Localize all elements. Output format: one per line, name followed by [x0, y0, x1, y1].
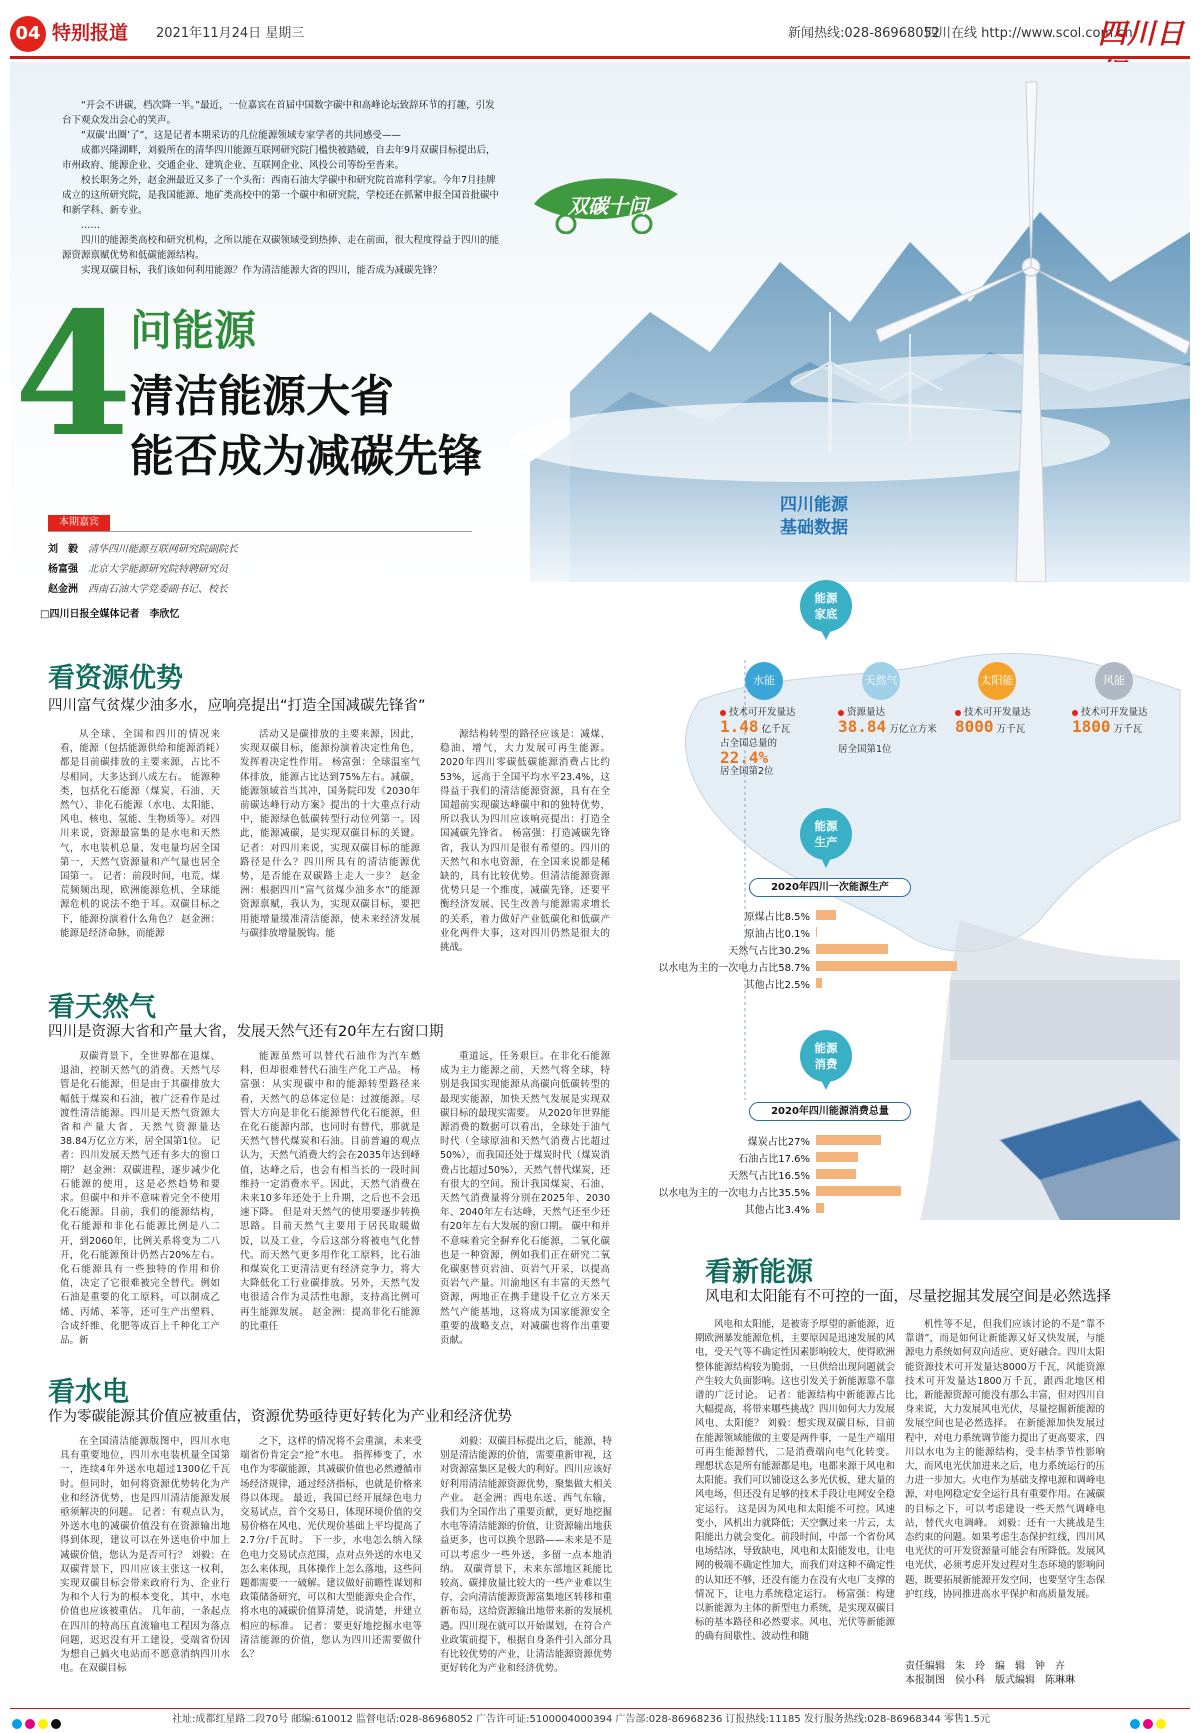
bar-label: 原油占比0.1% — [744, 929, 810, 940]
guest-row — [48, 540, 238, 555]
guest-row — [48, 560, 228, 575]
stat-value: 22.4% — [720, 748, 769, 767]
guests-tag: 本期嘉宾 — [48, 515, 110, 531]
headline-line: 清洁能源大省 — [130, 371, 394, 422]
bar-label: 天然气占比16.5% — [728, 1171, 810, 1182]
section-title: 看资源优势 — [48, 663, 183, 694]
stat-rank: 居全国第2位 — [720, 766, 774, 777]
map-pin-consumption — [800, 1030, 852, 1082]
series-badge: 双碳十问 — [568, 194, 648, 218]
intro-paragraph: “开会不讲碳，档次降一半。”最近，一位嘉宾在首届中国数字碳中和高峰论坛致辞环节的打趣，引发台下观众发出会心的笑声。 — [62, 100, 495, 126]
infographic-title — [780, 494, 848, 540]
bar-label: 其他占比2.5% — [744, 980, 810, 991]
hydro-icon: 水能 — [745, 662, 783, 700]
stat-unit: 万千瓦 — [996, 724, 1026, 735]
chart-title: 2020年四川一次能源生产 — [749, 878, 911, 897]
pin-label: 能源 — [814, 1041, 838, 1055]
article-column — [240, 728, 420, 960]
hydro-stat — [720, 706, 840, 779]
pin-label: 消费 — [814, 1057, 838, 1071]
article-column — [905, 1318, 1105, 1658]
column-text: 刘毅：双碳目标提出之后，能源，特别是清洁能源的价值，需要重新审视，这对资源富集区是极大的利好。四川应该好好利用清洁能源资源优势，聚集做大相关产业。 赵金洲：西电东送、西气东输，我们为全国作出了重要贡献，更好地挖掘水电等清洁能源的价值，让资源输出地获益更多，也可以换个思路——未来是不是可以考虑少一些外送，多留一点本地消纳。 双碳背景下，未来东部地区耗能比较高、碳排放量比较大的一些产业难以生存，会向清洁能源资源富集地区转移和重新布局，这给资源输出地带来新的发展机遇。四川现在就可以开始谋划，在符合产业政策前提下，根据自身条件引入部分具有比较优势的产业，让清洁能源资源优势更好转化为产业和经济优势。 — [440, 1436, 612, 1675]
issue-number: 4 — [14, 275, 133, 475]
stat-unit: 亿千瓦 — [761, 724, 791, 735]
headline-line: 能否成为减碳先锋 — [130, 431, 482, 482]
bar — [816, 944, 888, 954]
bar — [816, 1186, 901, 1196]
column-text: 活动又是碳排放的主要来源，因此，实现双碳目标，能源扮演着决定性角色，发挥着决定性作用。 杨富强：全球温室气体排放，能源占比达到75%左右。减碳，能源领域首当其冲，国务院印发《2030年前碳达峰行动方案》提出的十大重点行动中，能源绿色低碳转型行动位列第一。因此，能源减碳，是实现双碳目标的关键。 记者：对四川来说，实现双碳目标的能源路径是什么？四川所具有的清洁能源优势，是否能在双碳路上走人一步？ 赵金洲：根据四川“富气贫煤少油多水”的能源资源禀赋，我认为，实现双碳目标，要把用能增量缓准清洁能源，使未来经济发展与碳排放增量脱钩。能 — [240, 729, 420, 939]
footer-info: 社址:成都红星路二段70号 邮编:610012 监督电话:028-86968052 广告许可证:5100004000394 广告部:028-86968236 订报热线:11185 发行服务热线:028-86968344 零售1.5元 — [172, 1714, 990, 1725]
bar-label: 其他占比3.4% — [744, 1205, 810, 1216]
article-column — [440, 1050, 610, 1352]
bar — [816, 1152, 858, 1162]
bar — [816, 1135, 881, 1145]
solar-icon: 太阳能 — [978, 662, 1016, 700]
stat-label: 技术可开发量达 — [729, 707, 796, 718]
issue-date: 2021年11月24日 星期三 — [156, 26, 305, 41]
news-hotline: 新闻热线:028-86968052 — [788, 26, 941, 41]
page-header — [0, 0, 1200, 62]
bar — [816, 1203, 824, 1213]
article-column — [440, 1435, 612, 1697]
chart-title: 2020年四川能源消费总量 — [749, 1102, 911, 1121]
column-text: 在全国清洁能源版图中，四川水电具有重要地位，四川水电装机量全国第一，连续4年外送水电超过1300亿千瓦时。但同时，如何将资源优势转化为产业和经济优势，也是四川清洁能源发展亟须解决的问题。 记者：有观点认为，外送水电的减碳价值没有在资源输出地得到体现，建议可以在外送电价中加上减碳价值，您认为是否可行？ 刘毅：在双碳背景下，四川应该主张这一权利，实现双碳目标会带来政府行为、企业行为和个人行为的根本变化，其中，水电价值也应该被重估。 几年前，一条起点在四川的特高压直流输电工程因为落点问题，迟迟没有开工建设，受端省份因为想自己搞火电站而不愿意消纳四川水电。在双碳目标 — [60, 1436, 230, 1675]
section-subtitle: 风电和太阳能有不可控的一面，尽量挖掘其发展空间是必然选择 — [705, 1289, 1111, 1305]
article-column — [60, 1050, 220, 1352]
guest-name: 杨富强 — [48, 564, 78, 575]
article-column — [240, 1050, 420, 1352]
article-column — [60, 728, 220, 960]
stat-value: 1800 — [1072, 717, 1111, 736]
wind-icon: 风能 — [1095, 662, 1133, 700]
section-subtitle: 四川是资源大省和产量大省，发展天然气还有20年左右窗口期 — [48, 1024, 444, 1040]
stat-label: 技术可开发量达 — [1081, 707, 1148, 718]
pin-label: 能源 — [814, 591, 838, 605]
stat-value: 8000 — [955, 717, 994, 736]
infographic-title-line: 四川能源 — [780, 495, 848, 515]
bar — [816, 927, 817, 937]
pin-label: 能源 — [814, 819, 838, 833]
column-text: 机性等不足，但我们应该讨论的不是“靠不靠谱”，而是如何让新能源又好又快发展，与能源电力系统如何双向适应、更好融合。四川太阳能资源技术可开发量达8000万千瓦，风能资源技术可开发量达1800万千瓦，跟西北地区相比，新能源资源可能没有那么丰富，但对四川自身来说，大力发展风电光伏，尽量挖掘新能源的发展空间也是必然选择。 在新能源加快发展过程中，对电力系统调节能力提出了更高要求，四川以水电为主的能源结构，受丰枯季节性影响大，而风电光伏加进来之后，电力系统运行的压力进一步加大。火电作为基础支撑电源和调峰电源，对电网稳定安全运行具有重要作用。在减碳的目标之下，可以考虑建设一些天然气调峰电站，替代火电调峰。 刘毅：还有一大挑战是生态约束的问题。如果考虑生态保护红线，四川风电光伏的可开发资源量可能会有所降低。发展风电光伏，必须考虑开发过程对生态环境的影响问题，既要拓展新能源开发空间，也要坚守生态保护红线，协同推进高水平保护和高质量发展。 — [905, 1319, 1105, 1600]
section-subtitle: 四川富气贫煤少油多水，应响亮提出“打造全国减碳先锋省” — [48, 698, 426, 714]
article-column — [695, 1318, 895, 1698]
guest-name: 刘 毅 — [48, 544, 78, 555]
column-text: 重道远，任务艰巨。在非化石能源成为主力能源之前，天然气将全球，特别是我国实现能源从高碳向低碳转型的最现实能源，加快天然气发展是实现双碳目标的最现实需要。 从2020年世界能源消费的数据可以看出，全球处于油气时代（全球原油和天然气消费占比超过50%），而我国还处于煤炭时代（煤炭消费占比超过50%），天然气替代煤炭，还有很大的空间。预计我国煤炭、石油、天然气消费量将分别在2025年、2030年、2040年左右达峰，天然气还至少还有20年左右大发展的窗口期。 碳中和并不意味着完全摒弃化石能源，二氧化碳也是一种资源，例如我们正在研究二氧化碳驱替页岩油、页岩气开采，以提高页岩气产量。川渝地区有丰富的天然气资源，两地正在携手建设千亿立方米天然气产能基地，这将成为国家能源安全重要的战略支点，对减碳也将作出重要贡献。 — [440, 1051, 610, 1347]
pin-label: 生产 — [814, 835, 838, 849]
intro-paragraph: 成都兴隆湖畔，刘毅所在的清华四川能源互联网研究院门槛快被踏破，自去年9月双碳目标提出后，市州政府、能源企业、交通企业、建筑企业、互联网企业、风投公司等纷至沓来。 — [62, 145, 496, 171]
gas-icon: 天然气 — [862, 662, 900, 700]
guest-title: 清华四川能源互联网研究院副院长 — [88, 544, 238, 555]
pin-label: 家底 — [814, 607, 838, 621]
guest-title: 北京大学能源研究院特聘研究员 — [88, 564, 228, 575]
page-number: 04 — [10, 16, 46, 52]
bar — [816, 978, 822, 988]
editor-credits — [905, 1660, 1075, 1688]
article-column — [60, 1435, 230, 1697]
map-pin-reserves — [800, 580, 852, 632]
footer-rule — [10, 1708, 1190, 1709]
column-text: 风电和太阳能，是被寄予厚望的新能源，近期欧洲暴发能源危机，主要原因是迅速发展的风电，受天气等不确定性因素影响较大，使得欧洲整体能源结构较为脆弱，一旦供给出现问题就会产生较大负面影响。这也引发关于新能源靠不靠谱的广泛讨论。 记者：能源结构中新能源占比大幅提高，将带来哪些挑战？四川如何大力发展风电、太阳能？ 刘毅：想实现双碳目标，目前在能源领域能做的主要是两件事，一是生产端用可再生能源替代，二是消费端向电气化转变。 理想状态是所有能源都是电，电都来源于风电和太阳能。我们可以铺设这么多光伏板，建大量的风电场，但还没有足够的技术手段让电网安全稳定运行。 这是因为风电和太阳能不可控。风速变小，风机出力就降低；天空飘过来一片云，太阳能出力就会变化。前段时间，中部一个省份风电场结冰，导致缺电，风电和太阳能发电，让电网的极端不确定性加大，而我们对这种不确定性的认知还不够，还没有能力在没有火电厂支撑的情况下，让电力系统稳定运行。 杨富强：构建以新能源为主体的新型电力系统，是实现双碳目标的基本路径和必然要求。风电、光伏等新能源的确有间歇性、波动性和随 — [695, 1319, 895, 1643]
infographic-title-line: 基础数据 — [780, 518, 848, 538]
section-title: 看新能源 — [705, 1257, 813, 1288]
guest-row — [48, 580, 228, 595]
bar-label: 原煤占比8.5% — [744, 912, 810, 923]
editor-line: 本报制图 侯小科 版式编辑 陈琳琳 — [905, 1675, 1075, 1686]
newspaper-logo: 四川日 — [1098, 17, 1186, 50]
section-title: 看天然气 — [48, 992, 156, 1023]
gas-stat — [838, 706, 958, 757]
bar-label: 天然气占比30.2% — [728, 946, 810, 957]
section-subtitle: 作为零碳能源其价值应被重估，资源优势亟待更好转化为产业和经济优势 — [48, 1409, 512, 1425]
stat-unit: 万千瓦 — [1113, 724, 1143, 735]
header-rule — [10, 56, 1190, 59]
stat-label: 技术可开发量达 — [964, 707, 1031, 718]
stat-rank: 居全国第1位 — [838, 744, 892, 755]
divider — [48, 531, 472, 532]
intro-paragraph: …… — [81, 220, 100, 231]
article-column — [240, 1435, 422, 1697]
stat-value: 1.48 — [720, 717, 759, 736]
stat-label: 资源量达 — [847, 707, 886, 718]
intro-paragraph: 校长职务之外，赵金洲最近又多了一个头衔：西南石油大学碳中和研究院首席科学家。今年7月挂牌成立的这所研究院，是我国能源、地矿类高校中的第一个碳中和研究院，学校还在抓紧申报全国首批碳中和新学科、新专业。 — [62, 175, 500, 216]
guest-title: 西南石油大学党委副书记、校长 — [88, 584, 228, 595]
intro-paragraph: “双碳‘出圈’了”，这是记者本期采访的几位能源领域专家学者的共同感受—— — [81, 130, 401, 141]
bar-label: 以水电为主的一次电力占比35.5% — [658, 1188, 810, 1199]
bar-label: 石油占比17.6% — [738, 1154, 810, 1165]
website: 四川在线 http://www.scol.com.cn — [925, 26, 1133, 41]
guest-name: 赵金洲 — [48, 584, 78, 595]
bar-label: 以水电为主的一次电力占比58.7% — [658, 963, 810, 974]
column-text: 能源虽然可以替代石油作为汽车燃料，但却很难替代石油生产化工产品。 杨富强：从实现碳中和的能源转型路径来看，天然气的总体定位是：过渡能源。尽管大方向是非化石能源替代化石能源，但在化石能源内部，也同时有替代，那就是天然气替代煤炭和石油。目前普遍的观点认为，天然气消费大约会在2035年达到峰值，达峰之后，也会有相当长的一段时间维持一定消费水平。因此，天然气消费在未来10多年还处于上升期，之后也不会迅速下降。 但是对天然气的使用要逐步转换思路。目前天然气主要用于居民取暖做饭，以及工业，今后这部分将被电气化替代。而天然气更多用作化工原料，比石油和煤炭化工更清洁更有经济竞争力，将大大降低化工行业碳排放。另外，天然气发电很适合作为灵活性电源，支持高比例可再生能源发展。 赵金洲：提高非化石能源的比重任 — [240, 1051, 420, 1332]
color-registration-marks — [1130, 1714, 1169, 1733]
bar — [816, 961, 957, 971]
reporter-byline: □四川日报全媒体记者 李欣忆 — [40, 609, 180, 620]
stat-label: 占全国总量的 — [720, 738, 778, 749]
headline-kicker: 问能源 — [130, 306, 257, 355]
solar-stat — [955, 706, 1065, 737]
column-text: 之下，这样的情况将不会重演，未来受端省份肯定会“抢”水电。 指挥棒变了，水电作为零碳能源，其减碳价值也必然遵循市场经济规律，通过经济指标，也就是价格来得以体现。 最近，我国已经开展绿色电力交易试点，首个交易日，体现环境价值的交易价格在风电、光伏现价基础上平均提高了2.7分/千瓦时。 下一步，水电怎么纳入绿色电力交易试点范围，点对点外送的水电又怎么来体现，具体操作上怎么落地，这些问题都需要一一破解。建议做好前瞻性谋划和政策储备研究，可以和大型能源央企合作，将水电的减碳价值算清楚，说清楚，并建立相应的标准。 记者：要更好地挖掘水电等清洁能源的价值，您认为四川还需要做什么？ — [240, 1436, 422, 1661]
bar — [816, 1169, 856, 1179]
intro-text — [62, 98, 502, 278]
map-pin-production — [800, 808, 852, 860]
wind-stat — [1072, 706, 1182, 737]
stat-value: 38.84 — [838, 717, 887, 736]
column-text: 从全球、全国和四川的情况来看，能源（包括能源供给和能源消耗）都是目前碳排放的主要来源，占比不尽相同，大多达到八成左右。 能源种类，包括化石能源（煤炭、石油、天然气）、非化石能源（水电、太阳能、风电、核电、氢能、生物质等）。对四川来说，资源最富集的是水电和天然气，水电装机总量、发电量均居全国第一，天然气资源量和产气量也居全国第一。 记者：前段时间，电荒、煤荒频频出现，欧洲能源危机、全球能源危机的说法不绝于耳。双碳目标之下，能源扮演着什么角色？ 赵金洲：能源是经济命脉，而能源 — [60, 729, 220, 939]
intro-paragraph: 四川的能源类高校和研究机构，之所以能在双碳领域受到热捧、走在前面，很大程度得益于四川的能源资源禀赋优势和低碳能源结构。 — [62, 235, 500, 261]
column-text: 源结构转型的路径应该是：减煤、稳油、增气，大力发展可再生能源。 2020年四川零碳低碳能源消费占比约53%，远高于全国平均水平23.4%，这得益于我们的清洁能源资源，具有在全国超前实现碳达峰碳中和的独特优势，所以我认为四川应该响亮提出：打造全国减碳先锋省。 杨富强：打造减碳先锋省，我认为四川是很有希望的。四川的天然气和水电资源，在全国来说都是稀缺的，具有比较优势。但清洁能源资源优势只是一个维度，减碳先锋，还要平衡经济发展、民生改善与能源需求增长的关系，着力做好产业低碳化和低碳产业化两件大事，这对四川仍然是很大的挑战。 — [440, 729, 610, 954]
section-title: 看水电 — [48, 1377, 129, 1408]
column-text: 双碳背景下，全世界都在退煤、退油，控制天然气的消费。天然气尽管是化石能源，但是由于其碳排放大幅低于煤炭和石油，被广泛看作是过渡性清洁能源。四川是天然气资源大省和产量大省，天然气资源量达38.84万亿立方米，居全国第1位。 记者：四川发展天然气还有多大的窗口期？ 赵金洲：双碳进程，逐步减少化石能源的使用，这是必然趋势和要求。但碳中和并不意味着完全不使用化石能源。目前，我们的能源结构，化石能源和非化石能源比例是八二开，到2060年，比例关系将变为二八开，化石能源预计仍然占20%左右。 化石能源具有一些独特的作用和价值，决定了它很难被完全替代。例如石油是重要的化工原料，可以制成乙烯、丙烯、苯等，还可生产出塑料、合成纤维、化肥等成百上千种化工产品。新 — [60, 1051, 220, 1347]
article-column — [440, 728, 610, 960]
bar — [816, 910, 836, 920]
intro-paragraph: 实现双碳目标，我们该如何利用能源？作为清洁能源大省的四川，能否成为减碳先锋？ — [81, 265, 443, 276]
stat-unit: 万亿立方米 — [889, 724, 937, 735]
section-name: 特别报道 — [52, 22, 129, 44]
bar-label: 煤炭占比27% — [747, 1137, 810, 1148]
editor-line: 责任编辑 朱 玲 编 辑 钟 卉 — [905, 1661, 1065, 1672]
